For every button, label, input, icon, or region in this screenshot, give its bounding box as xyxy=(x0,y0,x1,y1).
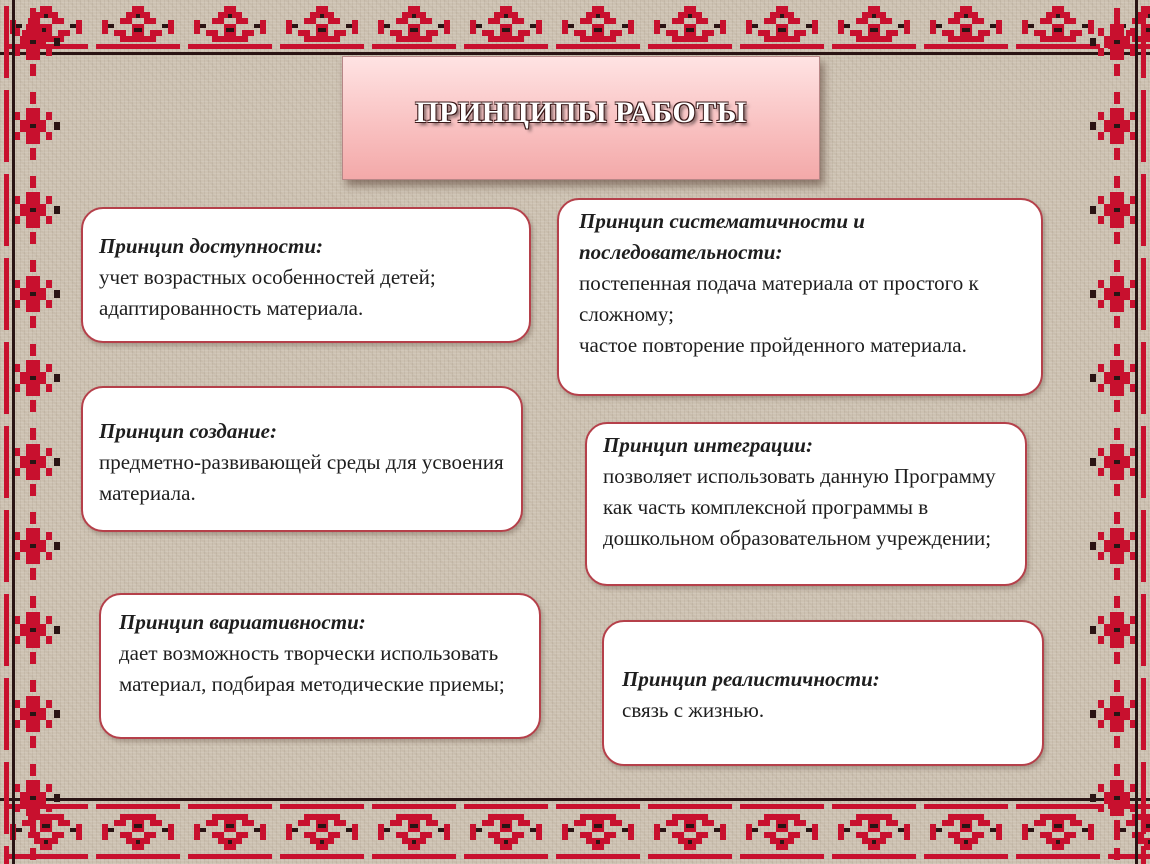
principle-heading: Принцип доступности: xyxy=(99,234,323,258)
ornament-border-left xyxy=(0,0,66,864)
principle-card-realism xyxy=(602,620,1044,766)
principle-heading: Принцип реалистичности: xyxy=(622,667,880,691)
principle-text: позволяет использовать данную Программу как часть комплексной программы в дошкольном образовательном учреждении; xyxy=(603,464,996,550)
principle-text: предметно-развивающей среды для усвоения материала. xyxy=(99,450,504,505)
principle-heading: Принцип вариативности: xyxy=(119,610,366,634)
principle-card-systematicity xyxy=(557,198,1043,396)
principle-text: дает возможность творчески использовать материал, подбирая методические приемы; xyxy=(119,641,505,696)
principle-text: учет возрастных особенностей детей; адаптированность материала. xyxy=(99,265,436,320)
principle-heading: Принцип создание: xyxy=(99,419,277,443)
principle-heading: Принцип систематичности и последовательности: xyxy=(579,209,865,264)
principle-text: постепенная подача материала от простого к сложному; частое повторение пройденного материала. xyxy=(579,271,979,357)
principle-card-integration xyxy=(585,422,1027,586)
slide-title: ПРИНЦИПЫ РАБОТЫ xyxy=(415,96,747,129)
principle-card-variability xyxy=(99,593,541,739)
ornament-border-bottom xyxy=(0,790,1150,864)
principle-heading: Принцип интеграции: xyxy=(603,433,813,457)
ornament-border-right xyxy=(1084,0,1150,864)
principle-card-accessibility xyxy=(81,207,531,343)
title-box xyxy=(342,56,820,180)
principle-card-environment xyxy=(81,386,523,532)
principle-text: связь с жизнью. xyxy=(622,698,765,722)
ornament-border-top xyxy=(0,0,1150,62)
